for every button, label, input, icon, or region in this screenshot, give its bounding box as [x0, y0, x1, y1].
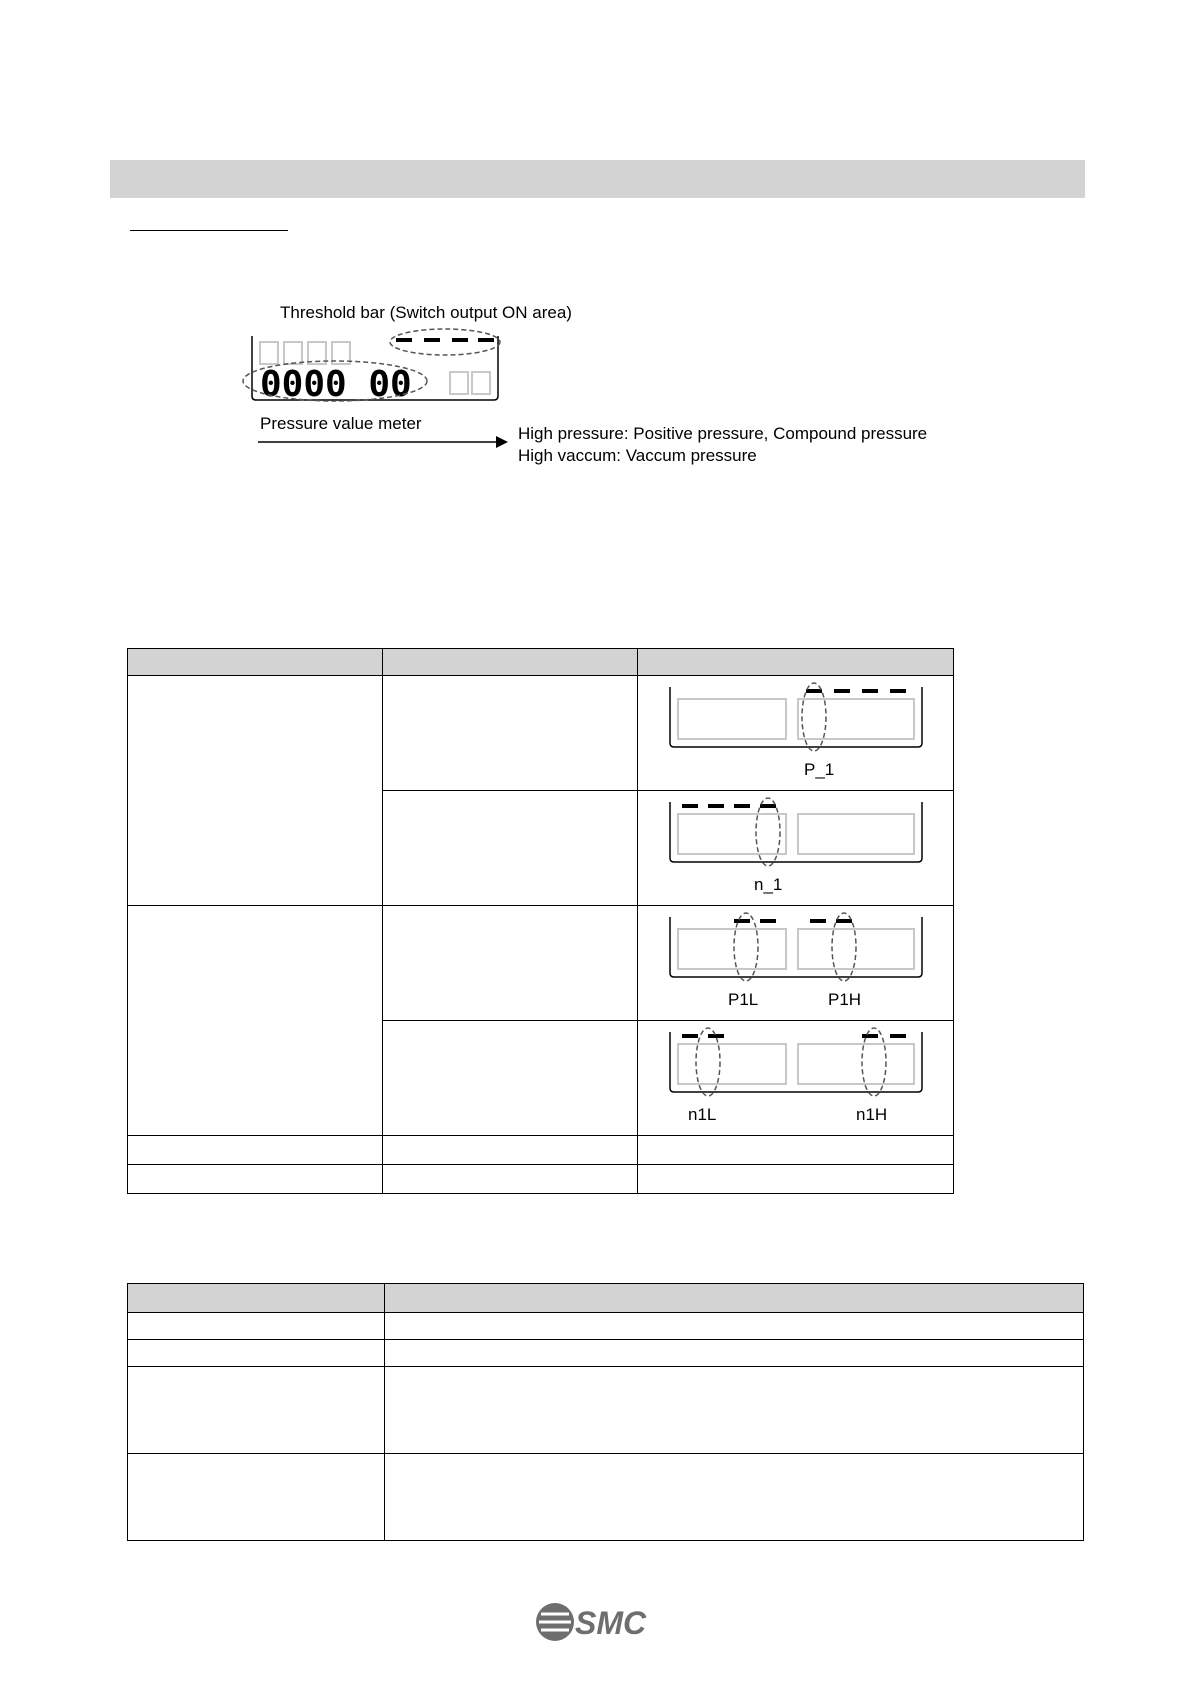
threshold-display-table	[127, 648, 954, 1194]
label-n1l: n1L	[688, 1105, 717, 1124]
table-cell	[128, 906, 383, 1136]
lcd-cell-n1	[638, 791, 954, 906]
table-row	[128, 1340, 1084, 1367]
lcd-figure-p1-window	[638, 907, 953, 1019]
table-row	[128, 1313, 1084, 1340]
threshold-bar-label: Threshold bar (Switch output ON area)	[280, 303, 572, 322]
lcd-figure-p1	[638, 677, 953, 789]
table-row	[128, 1454, 1084, 1541]
table-cell	[385, 1313, 1084, 1340]
table-cell	[128, 676, 383, 906]
smc-logo	[533, 1600, 663, 1644]
label-n1: n_1	[754, 875, 783, 894]
table-cell	[383, 1165, 638, 1194]
table-header-row	[128, 1284, 1084, 1313]
lcd-cell-p1	[638, 676, 954, 791]
subheading-underline	[130, 230, 288, 231]
table-header-cell	[383, 649, 638, 676]
table-cell	[385, 1454, 1084, 1541]
table-header-row	[128, 649, 954, 676]
table-cell	[383, 1021, 638, 1136]
lcd-cell-p1-window	[638, 906, 954, 1021]
label-n1h: n1H	[856, 1105, 888, 1124]
lcd-cell-n1-window	[638, 1021, 954, 1136]
table-cell	[128, 1136, 383, 1165]
table-cell	[385, 1367, 1084, 1454]
pressure-meter-label: Pressure value meter	[260, 414, 422, 433]
table-cell	[383, 791, 638, 906]
arrow-note-high-vacuum: High vaccum: Vaccum pressure	[518, 446, 757, 465]
table-cell	[128, 1340, 385, 1367]
table-cell	[638, 1136, 954, 1165]
table-cell	[128, 1313, 385, 1340]
table-cell	[128, 1165, 383, 1194]
table-header-cell	[385, 1284, 1084, 1313]
table-row	[128, 1136, 954, 1165]
section-header-band	[110, 160, 1085, 198]
table-cell	[383, 906, 638, 1021]
lcd-digits: 0000 00	[260, 364, 412, 404]
label-p1l: P1L	[728, 990, 759, 1009]
table-cell	[383, 676, 638, 791]
lcd-main-figure	[240, 328, 510, 404]
table-row	[128, 1165, 954, 1194]
table-cell	[128, 1367, 385, 1454]
table-row	[128, 906, 954, 1021]
table-row	[128, 1367, 1084, 1454]
arrow-note-high-pressure: High pressure: Positive pressure, Compound pressure	[518, 424, 928, 443]
table-cell	[638, 1165, 954, 1194]
table-cell	[385, 1340, 1084, 1367]
logo-text: SMC	[575, 1605, 647, 1641]
table-header-cell	[128, 649, 383, 676]
table-cell	[383, 1136, 638, 1165]
table-header-cell	[128, 1284, 385, 1313]
label-p1h: P1H	[828, 990, 862, 1009]
arrow-icon	[258, 435, 508, 449]
table-row	[128, 676, 954, 791]
table-cell	[128, 1454, 385, 1541]
lcd-figure-n1	[638, 792, 953, 904]
lcd-figure-n1-window	[638, 1022, 953, 1134]
settings-table	[127, 1283, 1084, 1541]
label-p1: P_1	[804, 760, 835, 779]
table-header-cell	[638, 649, 954, 676]
